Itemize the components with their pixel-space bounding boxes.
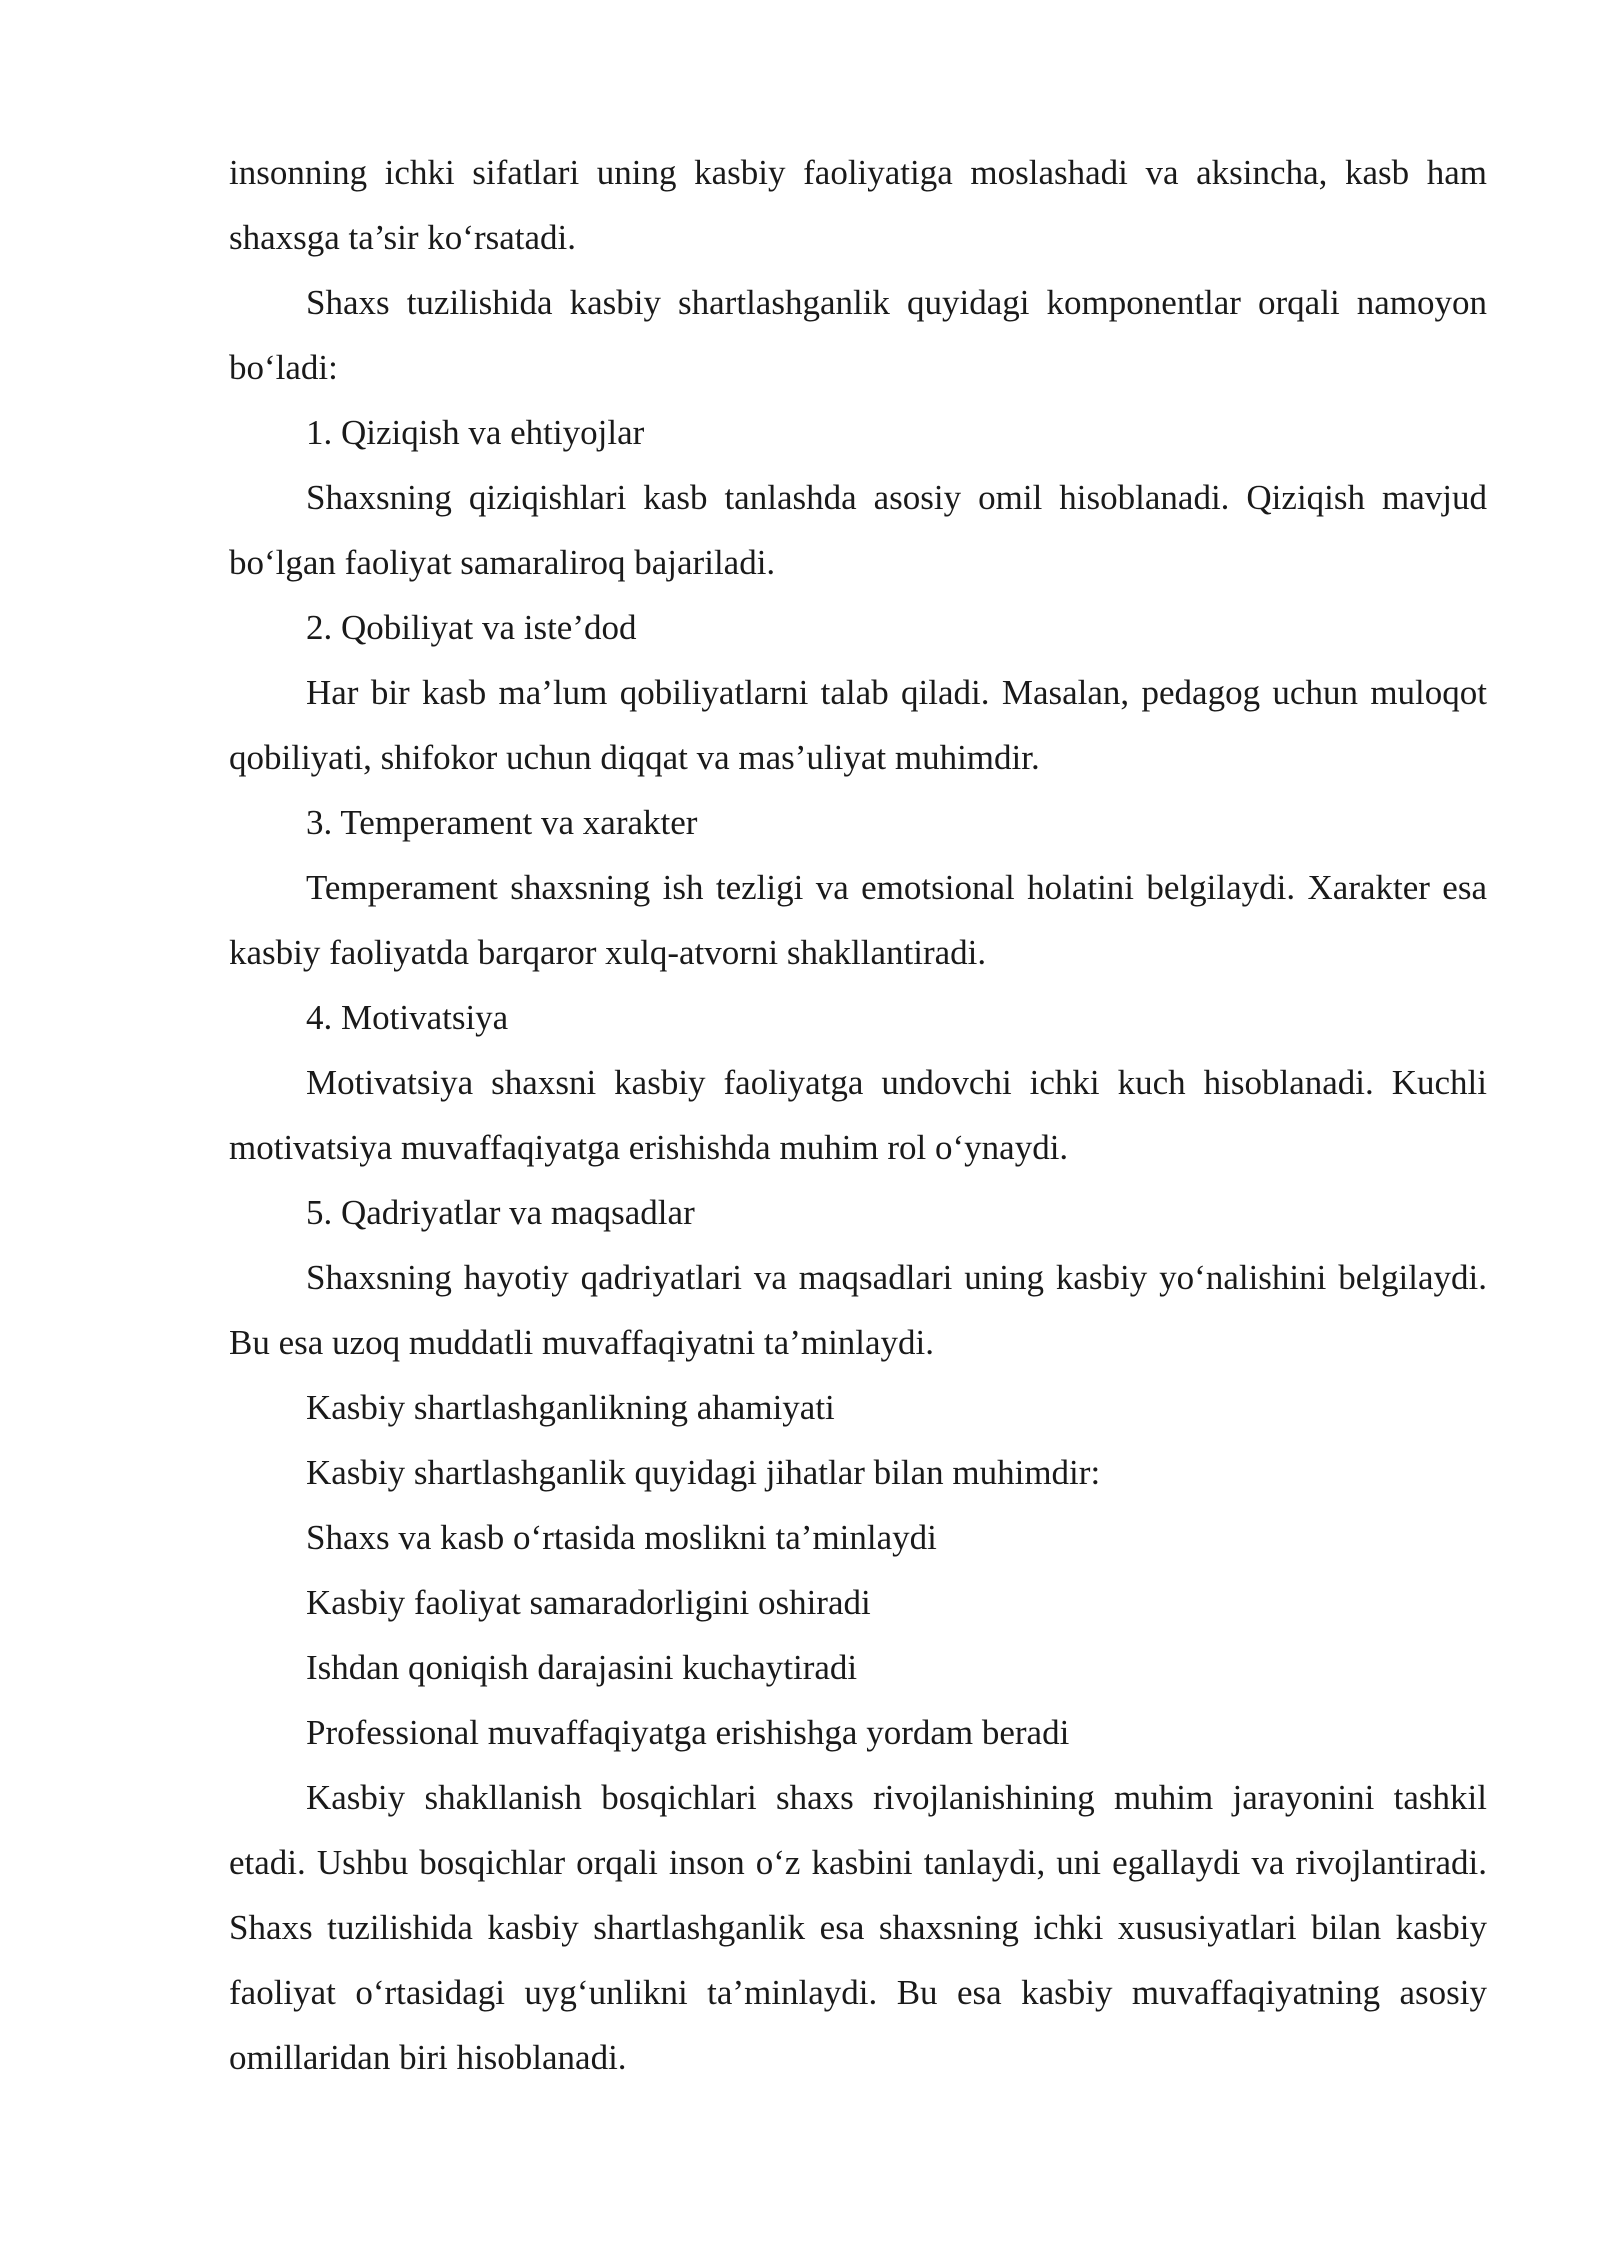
paragraph-motivation: Motivatsiya shaxsni kasbiy faoliyatga undovchi ichki kuch hisoblanadi. Kuchli motivatsiya muvaffaqiyatga erishishda muhim rol o‘ynaydi. [229,1063,1487,1167]
list-item: Kasbiy faoliyat samaradorligini oshiradi [306,1583,871,1622]
section-heading-motivation: 4. Motivatsiya [306,998,509,1037]
document-page [229,140,1487,2090]
section-heading-values: 5. Qadriyatlar va maqsadlar [306,1193,695,1232]
list-item: Professional muvaffaqiyatga erishishga yordam beradi [306,1713,1070,1752]
paragraph-values: Shaxsning hayotiy qadriyatlari va maqsadlari uning kasbiy yo‘nalishini belgilaydi. Bu esa uzoq muddatli muvaffaqiyatni ta’minlaydi. [229,1258,1487,1362]
paragraph-temperament: Temperament shaxsning ish tezligi va emotsional holatini belgilaydi. Xarakter esa kasbiy faoliyatda barqaror xulq-atvorni shakllantiradi. [229,868,1487,972]
section-heading-temperament: 3. Temperament va xarakter [306,803,698,842]
section-heading-importance: Kasbiy shartlashganlikning ahamiyati [306,1388,835,1427]
paragraph-intro: Shaxs tuzilishida kasbiy shartlashganlik quyidagi komponentlar orqali namoyon bo‘ladi: [229,283,1487,387]
list-item: Shaxs va kasb o‘rtasida moslikni ta’minlaydi [306,1518,937,1557]
paragraph-interests: Shaxsning qiziqishlari kasb tanlashda asosiy omil hisoblanadi. Qiziqish mavjud bo‘lgan faoliyat samaraliroq bajariladi. [229,478,1487,582]
section-heading-interests: 1. Qiziqish va ehtiyojlar [306,413,645,452]
paragraph-importance-intro: Kasbiy shartlashganlik quyidagi jihatlar bilan muhimdir: [306,1453,1101,1492]
paragraph-continuation: insonning ichki sifatlari uning kasbiy faoliyatiga moslashadi va aksincha, kasb ham shaxsga ta’sir ko‘rsatadi. [229,153,1487,257]
paragraph-abilities: Har bir kasb ma’lum qobiliyatlarni talab qiladi. Masalan, pedagog uchun muloqot qobiliyati, shifokor uchun diqqat va mas’uliyat muhimdir. [229,673,1487,777]
list-item: Ishdan qoniqish darajasini kuchaytiradi [306,1648,858,1687]
section-heading-abilities: 2. Qobiliyat va iste’dod [306,608,637,647]
paragraph-conclusion: Kasbiy shakllanish bosqichlari shaxs rivojlanishining muhim jarayonini tashkil etadi. Ushbu bosqichlar orqali inson o‘z kasbini tanlaydi, uni egallaydi va rivojlantiradi. Shaxs tuzilishida kasbiy shartlashganlik esa shaxsning ichki xususiyatlari bilan kasbiy faoliyat o‘rtasidagi uyg‘unlikni ta’minlaydi. Bu esa kasbiy muvaffaqiyatning asosiy omillaridan biri hisoblanadi. [229,1778,1487,2077]
